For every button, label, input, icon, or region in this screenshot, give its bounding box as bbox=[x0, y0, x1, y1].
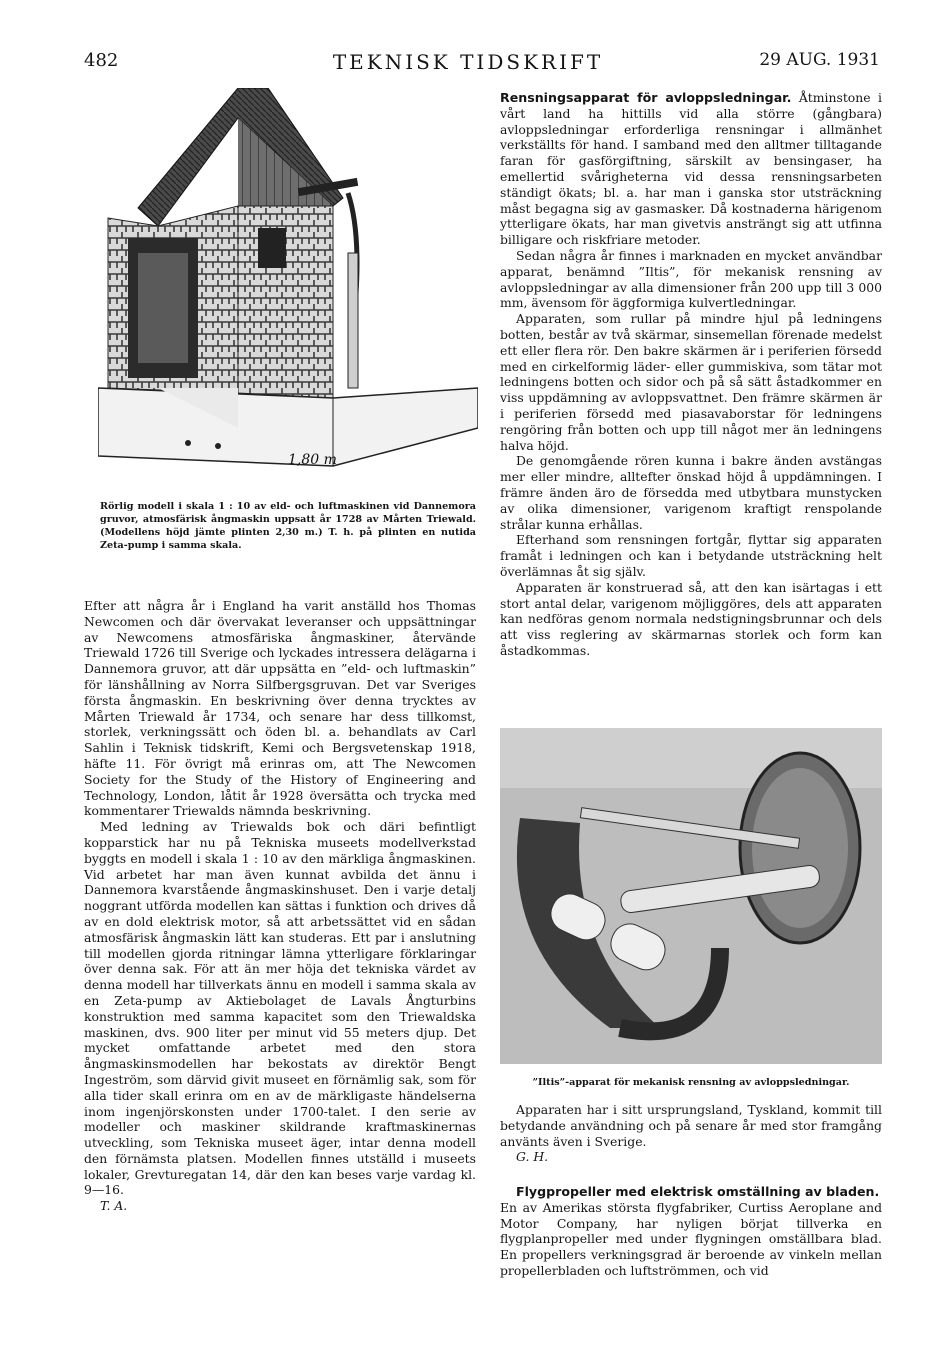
paragraph: Efter att några år i England ha varit anställd hos Thomas Newcomen och där övervakat leveranser och uppsättningar av Newcomens atmosfäriska ångmaskiner, återvände Triewald 1726 till Sverige och lyckades intressera delägarna i Dannemora gruvor, att där uppsätta en ”eld- och luftmaskin” för länshållning av Norra Silfbergsgruvan. Det var Sveriges första ångmaskin. En beskrivning över denna trycktes av Mårten Triewald år 1734, och senare har dess tillkomst, storlek, verkningssätt och öden bl. a. behandlats av Carl Sahlin i Teknisk tidskrift, Kemi och Bergsvetenskap 1918, häfte 11. För övrigt må erinras om, att The Newcomen Society for the Study of the History of Engineering and Technology, London, låtit år 1928 översätta och trycka med kommentarer Triewalds nämnda beskrivning. bbox=[84, 598, 476, 819]
paragraph: Apparaten, som rullar på mindre hjul på ledningens botten, består av två skärmar, sinsemellan förenade medelst ett eller flera rör. Den bakre skärmen är i periferien försedd med en cirkelformig läder- eller gummiskiva, som tätar mot ledningens botten och sidor och på så sätt åstadkommer en viss uppdämning av avloppsvattnet. Den främre skärmen är i periferien försedd med piasavaborstar för ledningens rengöring från botten och upp till något mer än ledningens halva höjd. bbox=[500, 311, 882, 453]
signature: G. H. bbox=[516, 1149, 549, 1165]
issue-date: 29 AUG. 1931 bbox=[759, 50, 880, 70]
paragraph: Apparaten är konstruerad så, att den kan isärtagas i ett stort antal delar, varigenom möjliggöres, dels att apparaten kan nedföras genom normala nedstigningsbrunnar och dels att viss reglering av skärmarnas storlek och form kan åstadkommas. bbox=[500, 579, 882, 658]
page-number: 482 bbox=[84, 50, 119, 71]
paragraph: Apparaten har i sitt ursprungsland, Tyskland, kommit till betydande användning och på senare år med stor framgång använts även i Sverige. bbox=[500, 1102, 882, 1149]
scale-label: 1,80 m bbox=[288, 452, 337, 468]
article-flygpropeller bbox=[500, 1184, 882, 1279]
figure2-caption: ”Iltis”-apparat för mekanisk rensning av avloppsledningar. bbox=[532, 1077, 850, 1088]
paragraph: De genomgående rören kunna i bakre änden avstängas mer eller mindre, alltefter önskad höjd å uppdämningen. I främre änden äro de försedda med utbytbara munstycken av olika dimensioner, varigenom kraftigt renspolande strålar kunna erhållas. bbox=[500, 453, 882, 532]
paragraph-lead: Åtminstone i vårt land ha hittills vid alla större (gångbara) avloppsledningar erforderliga rensningar i allmänhet verkställts för hand. I samband med den alltmer tilltagande faran för gasförgiftning, särskilt av bensingaser, ha emellertid svårigheterna vid dessa rensningsarbeten ständigt ökats; bl. a. har man i ganska stor utsträckning måst begagna sig av gasmasker. Då kostnaderna härigenom ytterligare ökats, har man givetvis ansträngt sig att utfinna billigare och riskfriare metoder. bbox=[500, 90, 882, 248]
paragraph: Sedan några år finnes i marknaden en mycket användbar apparat, benämnd ”Iltis”, för mekanisk rensning av avloppsledningar av alla dimensioner från 200 upp till 3 000 mm, ävensom för äggformiga kulvertledningar. bbox=[500, 247, 882, 311]
paragraph: Med ledning av Triewalds bok och däri befintligt kopparstick har nu på Tekniska museets modellverkstad byggts en modell i skala 1 : 10 av den märkliga ångmaskinen. Vid arbetet har man även kunnat avbilda det ännu i Dannemora kvarstående ångmaskinshuset. Den i varje detalj noggrant utförda modellen kan sättas i funktion och drives då av en dold elektrisk motor, så att arbetssättet vid en sådan atmosfärisk ångmaskin lätt kan studeras. Ett par i anslutning till modellen gjorda ritningar lämna ytterligare förklaringar över denna sak. För att än mer höja det tekniska värdet av denna modell har tillverkats ännu en modell i samma skala av en Zeta-pump av Aktiebolaget de Lavals Ångturbins konstruktion med samma kapacitet som den Triewaldska maskinen, dvs. 900 liter per minut vid 55 meters djup. Det mycket omfattande arbetet med den stora ångmaskinsmodellen har bekostats av direktör Bengt Ingeström, som därvid givit museet en förnämlig sak, som för alla tider skall erinra om en av de märkligaste händelserna inom ingenjörskonsten under 1700-talet. I den serie av modeller och maskiner skildrande kraftmaskinernas utveckling, som Tekniska museet äger, intar denna modell den förnämsta platsen. Modellen finnes utställd i museets lokaler, Grevturegatan 14, där den kan beses varje vardag kl. 9—16. bbox=[84, 819, 476, 1198]
article-headline: Flygpropeller med elektrisk omställning av bladen. bbox=[516, 1184, 880, 1199]
paragraph: Efterhand som rensningen fortgår, flyttar sig apparaten framåt i ledningen och kan i betydande utsträckning helt överlämnas åt sig själv. bbox=[500, 532, 882, 579]
article-headline: Rensningsapparat för avloppsledningar. bbox=[500, 90, 792, 105]
article-triewald bbox=[84, 598, 476, 1214]
figure1-caption: Rörlig modell i skala 1 : 10 av eld- och luftmaskinen vid Dannemora gruvor, atmosfärisk ångmaskin uppsatt år 1728 av Mårten Triewald. (Modellens höjd jämte plinten 2,30 m.) T. h. på plinten en nutida Zeta-pump i samma skala. bbox=[100, 501, 476, 551]
iltis-apparatus-photo bbox=[500, 728, 882, 1064]
steam-engine-model-photo bbox=[98, 88, 478, 486]
signature: T. A. bbox=[100, 1198, 128, 1214]
article-rensningsapparat bbox=[500, 90, 882, 659]
paragraph: En av Amerikas största flygfabriker, Curtiss Aeroplane and Motor Company, har nyligen börjat tillverka en flygplanpropeller med under flygningen omställbara blad. En propellers verkningsgrad är beroende av vinkeln mellan propellerbladen och luftströmmen, och vid bbox=[500, 1199, 882, 1278]
running-header bbox=[0, 50, 936, 80]
article-rensningsapparat-end bbox=[500, 1102, 882, 1165]
journal-title: TEKNISK TIDSKRIFT bbox=[332, 50, 604, 74]
